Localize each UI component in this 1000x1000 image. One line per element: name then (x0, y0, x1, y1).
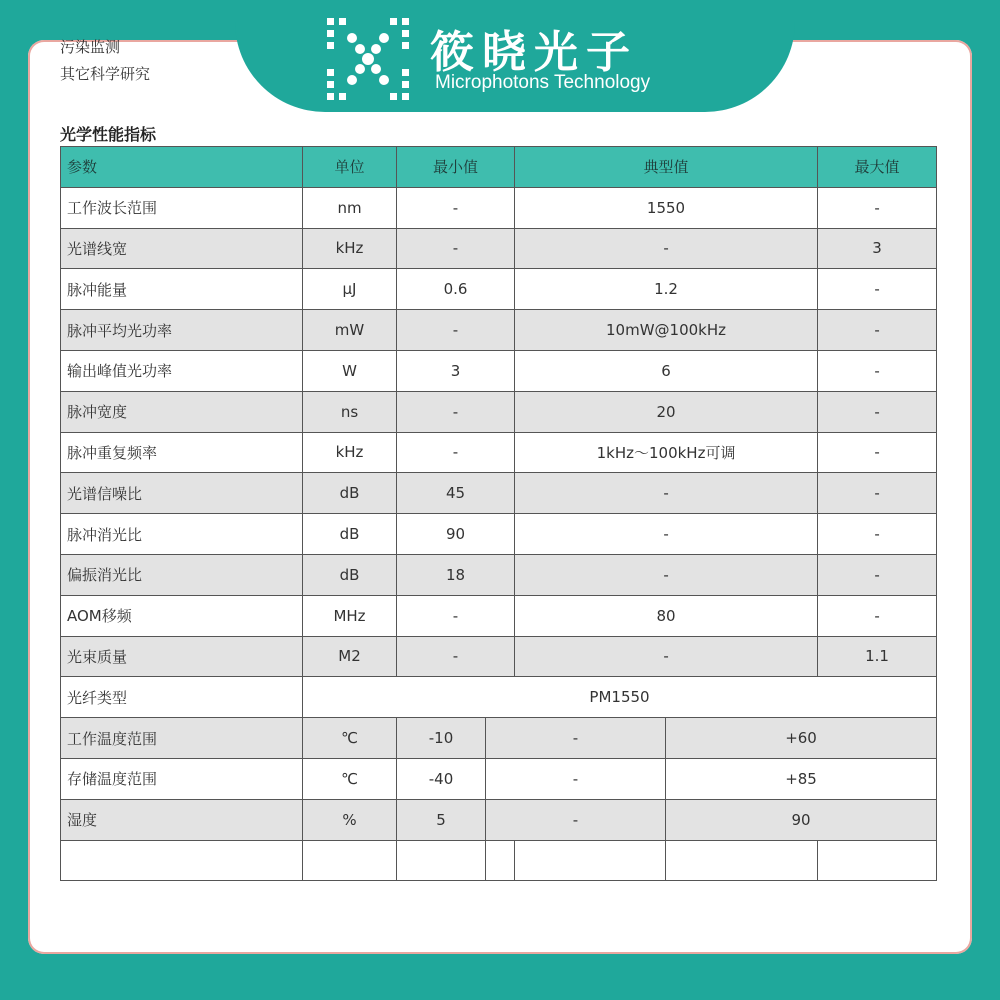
header-param: 参数 (61, 147, 303, 188)
table-row (61, 391, 937, 432)
max-cell: - (818, 350, 937, 391)
unit-cell: kHz (303, 228, 397, 269)
brand-logo-icon (325, 16, 411, 102)
table-row (61, 718, 937, 759)
typ-cell: - (486, 799, 666, 840)
param-cell: 湿度 (61, 799, 303, 840)
param-cell: 光纤类型 (61, 677, 303, 718)
max-cell: - (818, 432, 937, 473)
table-row (61, 677, 937, 718)
min-cell: - (397, 228, 515, 269)
param-cell: 脉冲能量 (61, 269, 303, 310)
table-row (61, 473, 937, 514)
unit-cell: W (303, 350, 397, 391)
typ-cell: - (486, 718, 666, 759)
max-cell: - (818, 595, 937, 636)
unit-cell: ℃ (303, 758, 397, 799)
min-cell: -10 (397, 718, 486, 759)
table-row (61, 554, 937, 595)
typ-cell: 20 (515, 391, 818, 432)
unit-cell: % (303, 799, 397, 840)
max-cell: - (818, 473, 937, 514)
min-cell: 45 (397, 473, 515, 514)
min-cell: 3 (397, 350, 515, 391)
max-cell: - (818, 514, 937, 555)
table-header-row (61, 147, 937, 188)
unit-cell: dB (303, 554, 397, 595)
brand-name-en: Microphotons Technology (435, 72, 651, 93)
typ-cell: - (515, 228, 818, 269)
typ-cell: - (515, 473, 818, 514)
param-cell: 输出峰值光功率 (61, 350, 303, 391)
typ-cell: 6 (515, 350, 818, 391)
param-cell: 脉冲宽度 (61, 391, 303, 432)
min-cell: - (397, 432, 515, 473)
table-row (61, 595, 937, 636)
max-cell: 3 (818, 228, 937, 269)
spec-table (60, 146, 937, 881)
max-cell: +85 (666, 758, 937, 799)
typ-cell: 10mW@100kHz (515, 310, 818, 351)
typ-cell: 1.2 (515, 269, 818, 310)
header-min: 最小值 (397, 147, 515, 188)
min-cell: 90 (397, 514, 515, 555)
min-cell: -40 (397, 758, 486, 799)
param-cell: AOM移频 (61, 595, 303, 636)
max-cell: - (818, 554, 937, 595)
unit-cell: nm (303, 187, 397, 228)
typ-cell: - (515, 554, 818, 595)
typ-cell: - (515, 636, 818, 677)
unit-cell: μJ (303, 269, 397, 310)
unit-cell: dB (303, 473, 397, 514)
table-row (61, 228, 937, 269)
max-cell: - (818, 187, 937, 228)
unit-cell: kHz (303, 432, 397, 473)
max-cell: - (818, 269, 937, 310)
unit-cell: ns (303, 391, 397, 432)
table-row (61, 269, 937, 310)
param-cell: 脉冲重复频率 (61, 432, 303, 473)
fiber-type-cell: PM1550 (303, 677, 937, 718)
typ-cell: 1kHz～100kHz可调 (515, 432, 818, 473)
header-typ: 典型值 (515, 147, 818, 188)
min-cell: - (397, 595, 515, 636)
param-cell: 脉冲消光比 (61, 514, 303, 555)
unit-cell: mW (303, 310, 397, 351)
max-cell: +60 (666, 718, 937, 759)
table-row-empty (61, 840, 937, 881)
min-cell: 5 (397, 799, 486, 840)
brand-name-cn: 筱晓光子 (430, 27, 638, 78)
param-cell: 偏振消光比 (61, 554, 303, 595)
unit-cell: M2 (303, 636, 397, 677)
param-cell: 存储温度范围 (61, 758, 303, 799)
min-cell: - (397, 391, 515, 432)
min-cell: - (397, 636, 515, 677)
table-row (61, 514, 937, 555)
typ-cell: 1550 (515, 187, 818, 228)
unit-cell: dB (303, 514, 397, 555)
param-cell: 工作温度范围 (61, 718, 303, 759)
typ-cell: - (515, 514, 818, 555)
intro-line: 污染监测 (60, 38, 121, 56)
max-cell: 90 (666, 799, 937, 840)
section-title: 光学性能指标 (60, 125, 157, 144)
header-max: 最大值 (818, 147, 937, 188)
table-row (61, 758, 937, 799)
header-unit: 单位 (303, 147, 397, 188)
max-cell: - (818, 310, 937, 351)
typ-cell: 80 (515, 595, 818, 636)
param-cell: 工作波长范围 (61, 187, 303, 228)
table-row (61, 799, 937, 840)
param-cell: 光谱信噪比 (61, 473, 303, 514)
min-cell: - (397, 187, 515, 228)
table-row (61, 350, 937, 391)
param-cell: 光谱线宽 (61, 228, 303, 269)
max-cell: - (818, 391, 937, 432)
table-row (61, 432, 937, 473)
unit-cell: MHz (303, 595, 397, 636)
typ-cell: - (486, 758, 666, 799)
intro-line: 其它科学研究 (60, 65, 151, 83)
table-row (61, 187, 937, 228)
min-cell: 0.6 (397, 269, 515, 310)
min-cell: - (397, 310, 515, 351)
unit-cell: ℃ (303, 718, 397, 759)
table-row (61, 636, 937, 677)
table-row (61, 310, 937, 351)
param-cell: 脉冲平均光功率 (61, 310, 303, 351)
max-cell: 1.1 (818, 636, 937, 677)
param-cell: 光束质量 (61, 636, 303, 677)
min-cell: 18 (397, 554, 515, 595)
